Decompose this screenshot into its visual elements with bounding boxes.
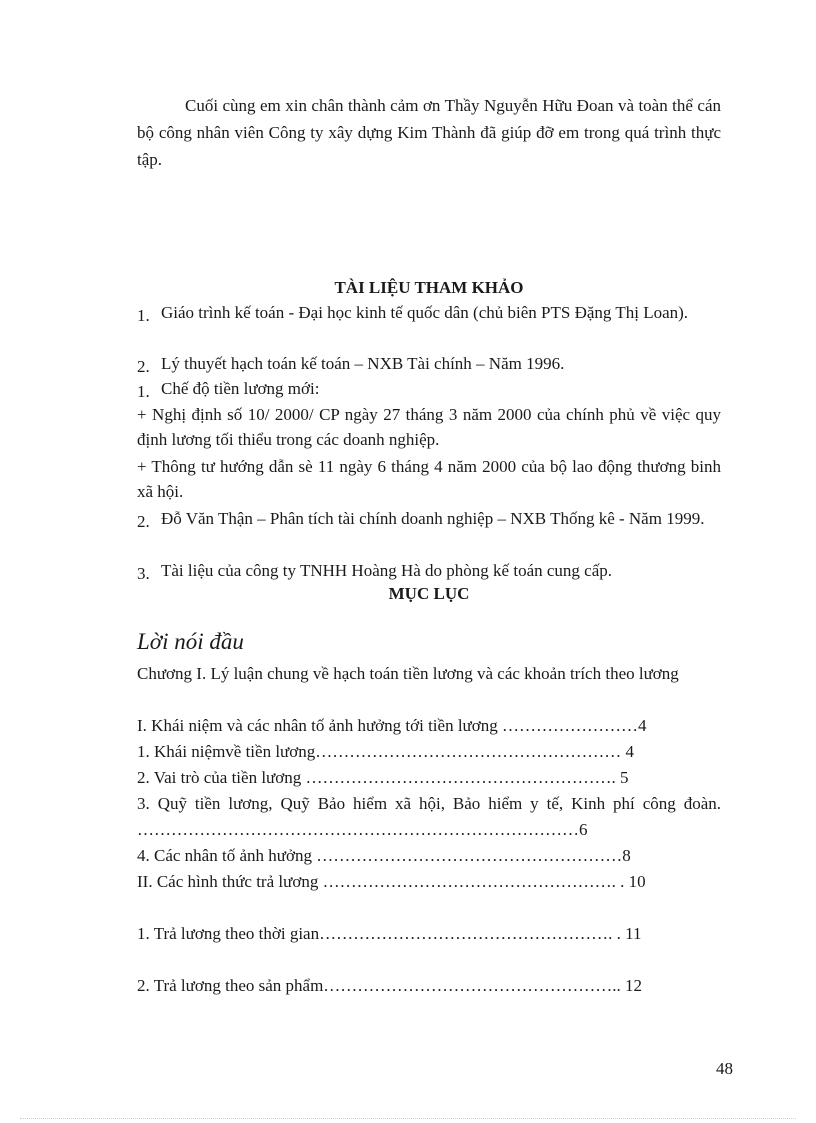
- page-bottom-divider: [20, 1118, 796, 1119]
- toc-intro-heading: Lời nói đầu: [137, 629, 244, 654]
- reference-text: Lý thuyết hạch toán kế toán – NXB Tài chính – Năm 1996.: [161, 354, 565, 373]
- toc-entry: 2. Trả lương theo sản phẩm…………………………………………….. 12: [137, 976, 643, 995]
- page-number: 48: [716, 1059, 733, 1078]
- toc-entry: I. Khái niệm và các nhân tố ảnh hưởng tới tiền lương ……………………4: [137, 716, 647, 735]
- toc-entry: Chương I. Lý luận chung về hạch toán tiền lương và các khoản trích theo lương: [137, 664, 679, 683]
- toc-entry: 1. Khái niệmvề tiền lương……………………………………………… 4: [137, 742, 635, 761]
- references-title: TÀI LIỆU THAM KHẢO: [334, 278, 524, 297]
- reference-item: [137, 506, 721, 531]
- toc-entry: II. Các hình thức trả lương ……………………………………………. . 10: [137, 872, 646, 891]
- toc-title: MỤC LỤC: [388, 584, 470, 603]
- reference-item: [137, 558, 721, 583]
- reference-number: 1.: [137, 306, 150, 325]
- reference-item: [137, 300, 721, 325]
- reference-text: Giáo trình kế toán - Đại học kinh tế quốc dân (chủ biên PTS Đặng Thị Loan).: [161, 303, 689, 322]
- reference-sub-item: + Thông tư hướng dẫn sè 11 ngày 6 tháng 4 năm 2000 của bộ lao động thương binh xã hội.: [137, 457, 721, 501]
- acknowledgement-paragraph: Cuối cùng em xin chân thành cảm ơn Thầy Nguyễn Hữu Đoan và toàn thể cán bộ công nhân viên Công ty xây dựng Kim Thành đã giúp đỡ em trong quá trình thực tập.: [137, 96, 721, 169]
- reference-number: 2.: [137, 357, 150, 376]
- reference-text: Tài liệu của công ty TNHH Hoàng Hà do phòng kế toán cung cấp.: [161, 561, 613, 580]
- toc-entry: 3. Quỹ tiền lương, Quỹ Bảo hiểm xã hội, Bảo hiểm y tế, Kinh phí công đoàn. ……………………………………………………………………6: [137, 794, 721, 839]
- reference-text: Đỗ Văn Thận – Phân tích tài chính doanh nghiệp – NXB Thống kê - Năm 1999.: [161, 509, 705, 528]
- reference-number: 3.: [137, 564, 150, 583]
- reference-sub-item: + Nghị định số 10/ 2000/ CP ngày 27 tháng 3 năm 2000 của chính phủ về việc quy định lương tối thiểu trong các doanh nghiệp.: [137, 405, 721, 449]
- reference-text: Chế độ tiền lương mới:: [161, 379, 320, 398]
- toc-entry: 2. Vai trò của tiền lương ………………………………………………. 5: [137, 768, 629, 787]
- reference-number: 1.: [137, 382, 150, 401]
- toc-entry: 1. Trả lương theo thời gian……………………………………………. . 11: [137, 924, 642, 943]
- toc-entry: 4. Các nhân tố ảnh hưởng ………………………………………………8: [137, 846, 631, 865]
- reference-number: 2.: [137, 512, 150, 531]
- reference-item: [137, 376, 721, 401]
- reference-item: [137, 351, 721, 376]
